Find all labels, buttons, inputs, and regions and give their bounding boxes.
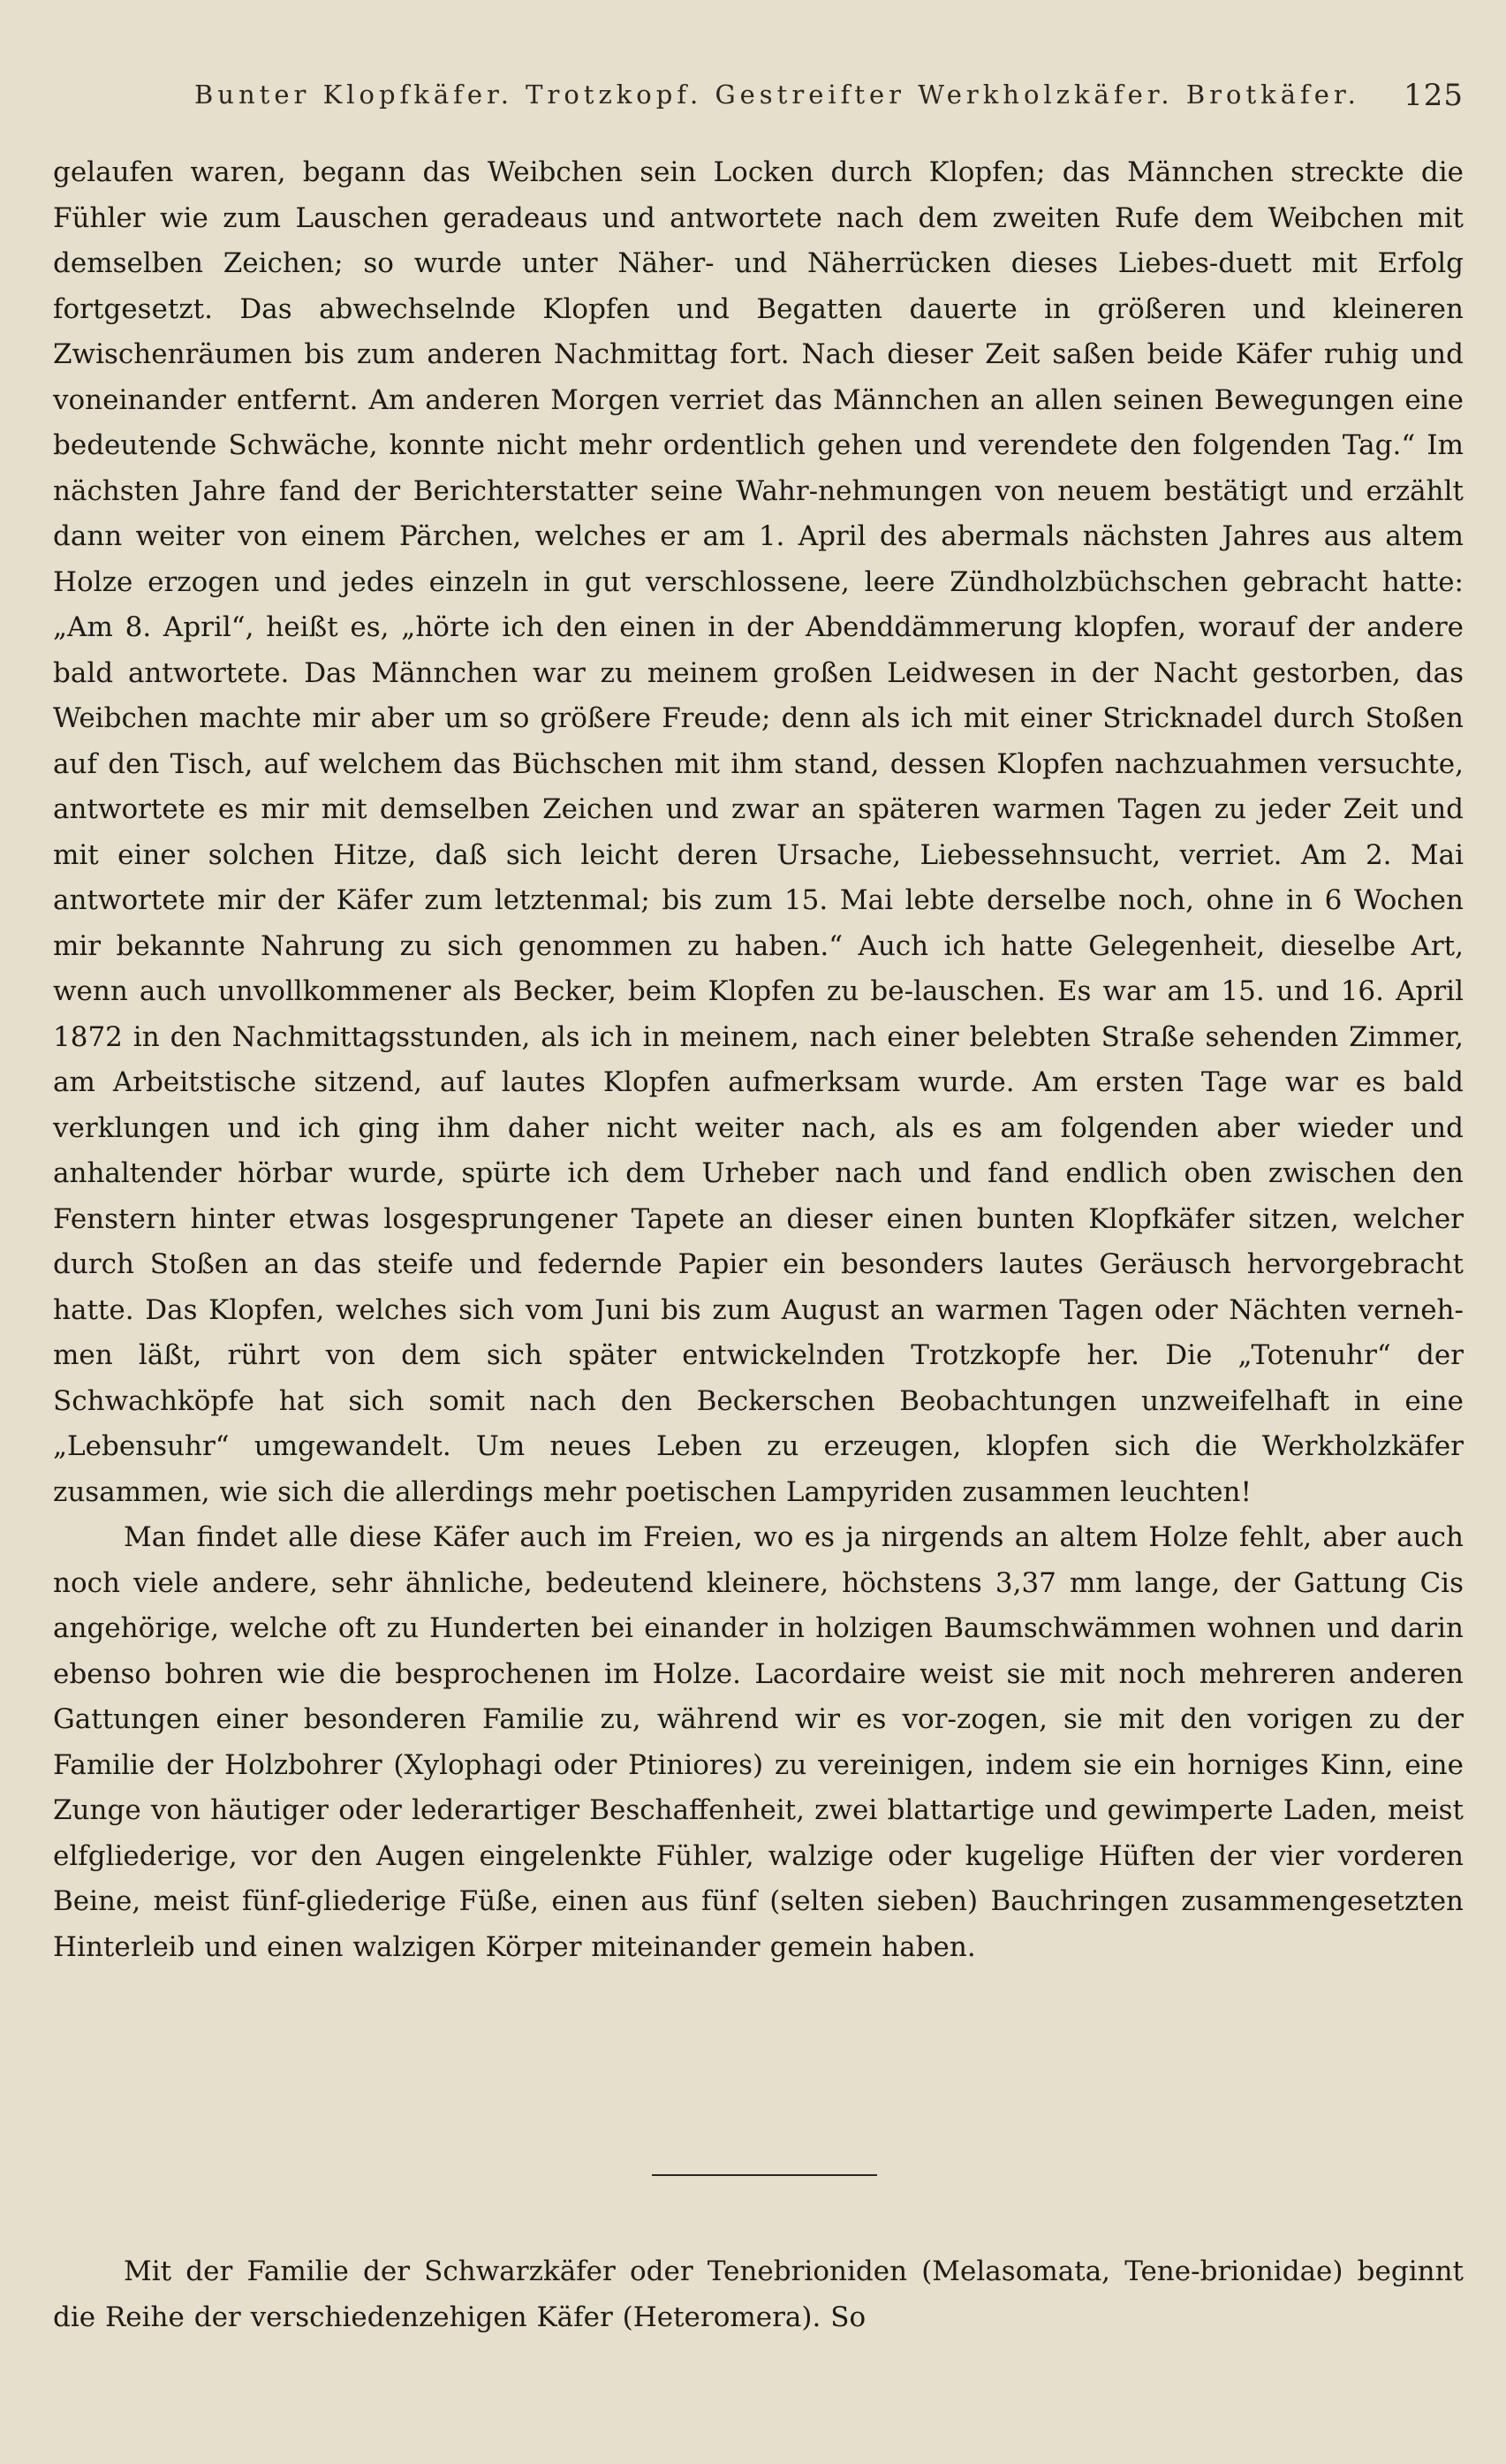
section-divider xyxy=(652,2174,877,2176)
paragraph-cis-family: Man findet alle diese Käfer auch im Freien, wo es ja nirgends an altem Holze fehlt, aber auch noch viele andere, sehr ähnliche, bedeutend kleinere, höchstens 3,37 mm lange, der Gattung Cis angehörige, welche oft zu Hunderten bei einander in holzigen Baumschwämmen wohnen und darin ebenso bohren wie die besprochenen im Holze. Lacordaire weist sie mit noch mehreren anderen Gattungen einer besonderen Familie zu, während wir es vor-zogen, sie mit den vorigen zu der Familie der Holzbohrer (Xylophagi oder Ptiniores) zu vereinigen, indem sie ein horniges Kinn, eine Zunge von häutiger oder lederartiger Beschaffenheit, zwei blattartige und gewimperte Laden, meist elfgliederige, vor den Augen eingelenkte Fühler, walzige oder kugelige Hüften der vier vorderen Beine, meist fünf-gliederige Füße, einen aus fünf (selten sieben) Bauchringen zusammengesetzten Hinterleib und einen walzigen Körper miteinander gemein haben. xyxy=(53,1521,1464,1963)
running-title: Bunter Klopfkäfer. Trotzkopf. Gestreifter Werkholzkäfer. Brotkäfer. xyxy=(194,80,1360,110)
paragraph-klopfkaefer-courtship: gelaufen waren, begann das Weibchen sein Locken durch Klopfen; das Männchen streckte die Fühler wie zum Lauschen geradeaus und antwortete nach dem zweiten Rufe dem Weibchen mit demselben Zeichen; so wurde unter Näher- und Näherrücken dieses Liebes-duett mit Erfolg fortgesetzt. Das abwechselnde Klopfen und Begatten dauerte in größeren und kleineren Zwischenräumen bis zum anderen Nachmittag fort. Nach dieser Zeit saßen beide Käfer ruhig und voneinander entfernt. Am anderen Morgen verriet das Männchen an allen seinen Bewegungen eine bedeutende Schwäche, konnte nicht mehr ordentlich gehen und verendete den folgenden Tag.“ Im nächsten Jahre fand der Berichterstatter seine Wahr-nehmungen von neuem bestätigt und erzählt dann weiter von einem Pärchen, welches er am 1. April des abermals nächsten Jahres aus altem Holze erzogen und jedes einzeln in gut verschlossene, leere Zündholzbüchschen gebracht hatte: „Am 8. April“, heißt es, „hörte ich den einen in der Abenddämmerung klopfen, worauf der andere bald antwortete. Das Männchen war zu meinem großen Leidwesen in der Nacht gestorben, das Weibchen machte mir aber um so größere Freude; denn als ich mit einer Stricknadel durch Stoßen auf den Tisch, auf welchem das Büchschen mit ihm stand, dessen Klopfen nachzuahmen versuchte, antwortete es mir mit demselben Zeichen und zwar an späteren warmen Tagen zu jeder Zeit und mit einer solchen Hitze, daß sich leicht deren Ursache, Liebessehnsucht, verriet. Am 2. Mai antwortete mir der Käfer zum letztenmal; bis zum 15. Mai lebte derselbe noch, ohne in 6 Wochen mir bekannte Nahrung zu sich genommen zu haben.“ Auch ich hatte Gelegenheit, dieselbe Art, wenn auch unvollkommener als Becker, beim Klopfen zu be-lauschen. Es war am 15. und 16. April 1872 in den Nachmittagsstunden, als ich in meinem, nach einer belebten Straße sehenden Zimmer, am Arbeitstische sitzend, auf lautes Klopfen aufmerksam wurde. Am ersten Tage war es bald verklungen und ich ging ihm daher nicht weiter nach, als es am folgenden aber wieder und anhaltender hörbar wurde, spürte ich dem Urheber nach und fand endlich oben zwischen den Fenstern hinter etwas losgesprungener Tapete an dieser einen bunten Klopfkäfer sitzen, welcher durch Stoßen an das steife und federnde Papier ein besonders lautes Geräusch hervorgebracht hatte. Das Klopfen, welches sich vom Juni bis zum August an warmen Tagen oder Nächten verneh-men läßt, rührt von dem sich später entwickelnden Trotzkopfe her. Die „Totenuhr“ der Schwachköpfe hat sich somit nach den Beckerschen Beobachtungen unzweifelhaft in eine „Lebensuhr“ umgewandelt. Um neues Leben zu erzeugen, klopfen sich die Werkholzkäfer zusammen, wie sich die allerdings mehr poetischen Lampyriden zusammen leuchten! xyxy=(53,156,1464,1508)
running-header xyxy=(53,72,1464,117)
body-text xyxy=(53,150,1464,1970)
next-section xyxy=(53,2249,1464,2340)
paragraph-schwarzkaefer-intro: Mit der Familie der Schwarzkäfer oder Tenebrioniden (Melasomata, Tene-brionidae) beginnt die Reihe der verschiedenzehigen Käfer (Heteromera). So xyxy=(53,2256,1464,2333)
page-number: 125 xyxy=(1404,78,1464,113)
